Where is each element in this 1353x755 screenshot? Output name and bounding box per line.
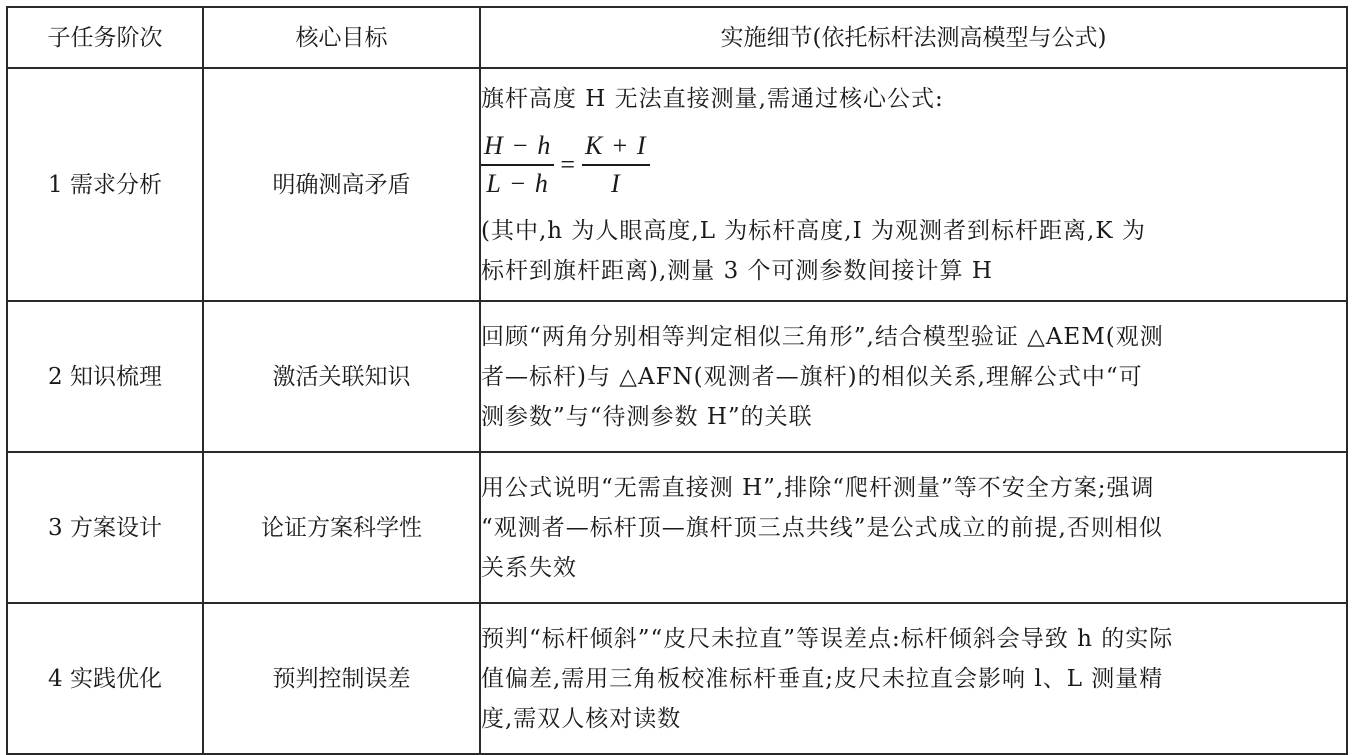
detail-line: “观测者—标杆顶—旗杆顶三点共线”是公式成立的前提,否则相似	[481, 514, 1163, 541]
detail-line: 值偏差,需用三角板校准标杆垂直;皮尺未拉直会影响 l、L 测量精	[481, 665, 1164, 692]
right-denominator: I	[610, 168, 621, 198]
goal-cell: 预判控制误差	[203, 603, 480, 754]
detail-line: (其中,h 为人眼高度,L 为标杆高度,I 为观测者到标杆距离,K 为	[481, 217, 1146, 244]
detail-line: 预判“标杆倾斜”“皮尺未拉直”等误差点:标杆倾斜会导致 h 的实际	[481, 625, 1174, 652]
detail-line: 度,需双人核对读数	[481, 705, 682, 732]
detail-cell	[480, 452, 1347, 603]
table-header	[7, 7, 1347, 68]
table-body	[7, 68, 1347, 754]
goal-cell: 论证方案科学性	[203, 452, 480, 603]
stage-cell: 4 实践优化	[7, 603, 203, 754]
table-row	[7, 603, 1347, 754]
table-row	[7, 301, 1347, 452]
left-denominator: L − h	[486, 168, 549, 198]
table-row	[7, 452, 1347, 603]
task-table	[6, 6, 1348, 755]
header-goal: 核心目标	[203, 7, 480, 68]
header-detail: 实施细节(依托标杆法测高模型与公式)	[480, 7, 1347, 68]
detail-line: 用公式说明“无需直接测 H”,排除“爬杆测量”等不安全方案;强调	[481, 474, 1155, 501]
detail-line: 者—标杆)与 △AFN(观测者—旗杆)的相似关系,理解公式中“可	[481, 363, 1143, 390]
header-row	[7, 7, 1347, 68]
detail-line: 关系失效	[481, 554, 577, 581]
equals-sign: =	[560, 149, 576, 179]
stage-cell: 1 需求分析	[7, 68, 203, 301]
left-numerator: H − h	[481, 128, 554, 166]
detail-line: 测参数”与“待测参数 H”的关联	[481, 403, 813, 430]
table-row	[7, 68, 1347, 301]
detail-line: 旗杆高度 H 无法直接测量,需通过核心公式:	[481, 85, 944, 112]
goal-cell: 明确测高矛盾	[203, 68, 480, 301]
header-stage: 子任务阶次	[7, 7, 203, 68]
detail-cell	[480, 68, 1347, 301]
right-fraction	[582, 128, 650, 202]
detail-line: 回顾“两角分别相等判定相似三角形”,结合模型验证 △AEM(观测	[481, 323, 1164, 350]
left-fraction	[481, 128, 554, 202]
detail-cell	[480, 603, 1347, 754]
right-numerator: K + I	[582, 128, 650, 166]
goal-cell: 激活关联知识	[203, 301, 480, 452]
stage-cell: 3 方案设计	[7, 452, 203, 603]
detail-cell	[480, 301, 1347, 452]
detail-line: 标杆到旗杆距离),测量 3 个可测参数间接计算 H	[481, 257, 993, 284]
core-formula	[481, 119, 1346, 211]
stage-cell: 2 知识梳理	[7, 301, 203, 452]
